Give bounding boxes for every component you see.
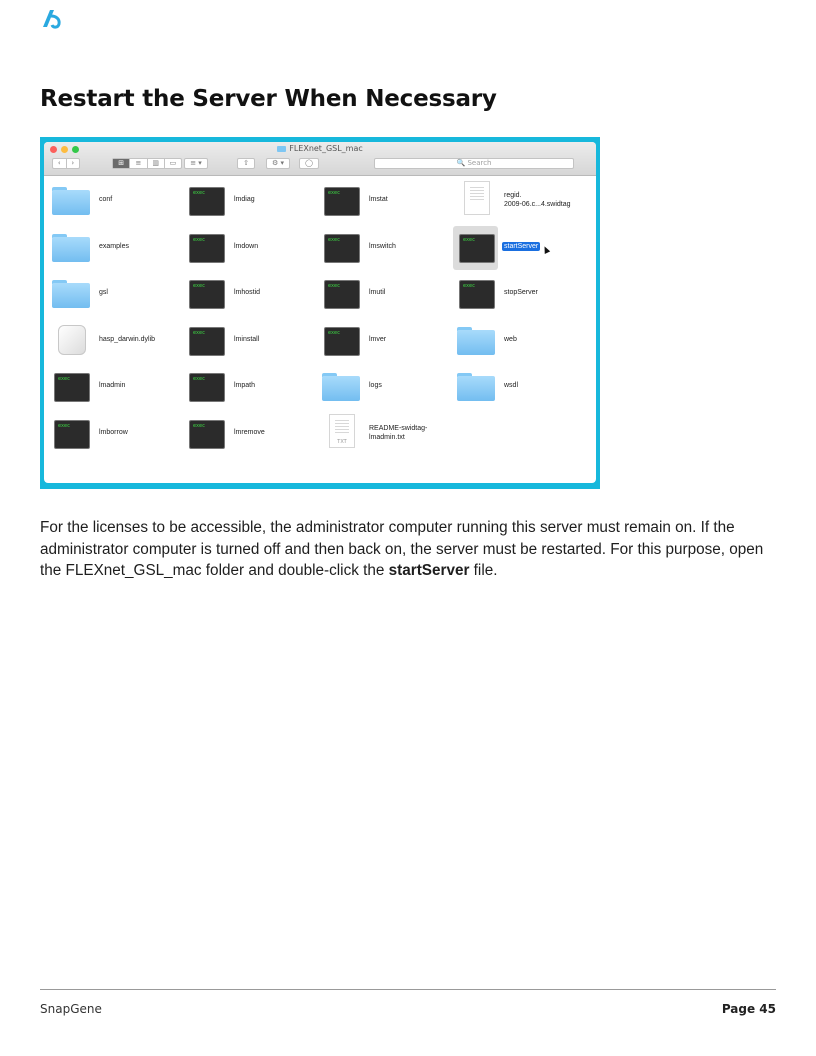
executable-icon xyxy=(187,183,225,217)
exec-label: exec xyxy=(463,283,476,289)
footer-page-number: Page 45 xyxy=(721,1002,776,1016)
action-button[interactable]: ⚙ ▾ xyxy=(266,158,290,169)
file-name: gsl xyxy=(99,289,108,296)
tag-button[interactable]: ◯ xyxy=(299,158,319,169)
executable-icon xyxy=(322,183,360,217)
file-item[interactable] xyxy=(183,225,318,272)
executable-icon xyxy=(187,369,225,403)
file-item[interactable] xyxy=(48,318,183,365)
text-file-icon xyxy=(322,416,360,450)
finder-window xyxy=(44,142,596,483)
file-name: lmpath xyxy=(234,382,256,389)
exec-label: exec xyxy=(58,376,71,382)
executable-icon xyxy=(457,230,495,264)
file-name: lmdiag xyxy=(234,196,255,203)
file-name: examples xyxy=(99,242,129,250)
exec-label: exec xyxy=(328,329,341,336)
body-bold-filename: startServer xyxy=(388,562,470,579)
body-paragraph xyxy=(40,517,780,582)
file-name: web xyxy=(504,335,517,343)
file-name: logs xyxy=(369,382,382,389)
file-item[interactable] xyxy=(48,178,183,225)
file-item[interactable] xyxy=(183,411,318,458)
file-item[interactable] xyxy=(183,318,318,365)
file-name: lmutil xyxy=(369,289,386,296)
library-icon xyxy=(52,323,90,357)
executable-icon xyxy=(187,230,225,264)
list-view-button[interactable]: ≡ xyxy=(129,159,146,168)
file-item[interactable] xyxy=(318,271,453,318)
file-name: README-swidtag- lmadmin.txt xyxy=(369,424,428,441)
exec-label: exec xyxy=(193,236,206,243)
folder-icon xyxy=(52,183,90,217)
file-name: startServer xyxy=(504,242,539,250)
executable-icon xyxy=(457,276,495,310)
body-text-after: file. xyxy=(469,562,498,579)
exec-label: exec xyxy=(328,283,341,289)
file-item[interactable] xyxy=(183,271,318,318)
file-name: lminstall xyxy=(234,335,260,343)
snapgene-logo-icon xyxy=(40,7,64,31)
search-input[interactable]: 🔍 Search xyxy=(374,158,574,169)
footer-product: SnapGene xyxy=(40,1002,102,1016)
exec-label: exec xyxy=(58,422,71,429)
arrange-button[interactable]: ≡ ▾ xyxy=(184,158,208,169)
executable-icon xyxy=(52,369,90,403)
executable-icon xyxy=(322,276,360,310)
executable-icon xyxy=(52,416,90,450)
executable-icon xyxy=(187,416,225,450)
folder-icon xyxy=(457,369,495,403)
folder-icon xyxy=(52,230,90,264)
file-item[interactable] xyxy=(453,225,588,272)
file-name: lmhostid xyxy=(234,289,261,296)
file-item[interactable] xyxy=(318,178,453,225)
mouse-cursor-icon xyxy=(542,245,550,254)
file-item[interactable] xyxy=(318,318,453,365)
exec-label: exec xyxy=(193,283,206,289)
page-title: Restart the Server When Necessary xyxy=(40,86,497,112)
file-name: hasp_darwin.dylib xyxy=(99,335,156,343)
nav-buttons xyxy=(52,158,80,169)
exec-label: exec xyxy=(193,376,206,382)
body-text-before: For the licenses to be accessible, the administrator computer running this server must remain on. If the administrator computer is turned off and then back on, the server must be restarted. For this purpose, open the FLEXnet_GSL_mac folder and double-click the xyxy=(40,519,764,579)
file-item[interactable] xyxy=(318,364,453,411)
exec-label: exec xyxy=(193,329,206,336)
file-item[interactable] xyxy=(453,318,588,365)
file-name: lmver xyxy=(369,335,387,343)
file-item[interactable] xyxy=(183,178,318,225)
file-name: lmremove xyxy=(234,428,265,436)
folder-icon xyxy=(52,276,90,310)
file-item[interactable] xyxy=(48,411,183,458)
executable-icon xyxy=(187,323,225,357)
file-item[interactable] xyxy=(453,178,588,225)
file-item[interactable] xyxy=(48,271,183,318)
file-item[interactable] xyxy=(453,271,588,318)
view-switcher xyxy=(112,158,182,169)
folder-icon xyxy=(277,146,286,152)
exec-label: exec xyxy=(463,236,476,243)
folder-icon xyxy=(322,369,360,403)
exec-label: exec xyxy=(193,422,206,429)
executable-icon xyxy=(322,230,360,264)
document-icon xyxy=(457,183,495,217)
coverflow-view-button[interactable]: ▭ xyxy=(164,159,181,168)
exec-label: exec xyxy=(193,190,206,196)
txt-label: TXT xyxy=(337,438,347,445)
folder-icon xyxy=(457,323,495,357)
file-name: lmborrow xyxy=(99,428,128,436)
share-button[interactable]: ⇧ xyxy=(237,158,255,169)
file-item[interactable] xyxy=(453,364,588,411)
column-view-button[interactable]: ▥ xyxy=(147,159,164,168)
file-name: lmdown xyxy=(234,242,259,250)
window-title-text: FLEXnet_GSL_mac xyxy=(289,144,363,153)
back-button[interactable]: ‹ xyxy=(57,159,61,167)
file-name: lmswitch xyxy=(369,242,396,250)
file-name: regid. 2009-06.c...4.swidtag xyxy=(504,192,571,208)
window-title xyxy=(44,144,596,153)
forward-button[interactable]: › xyxy=(66,159,80,168)
icon-view-button[interactable]: ⊞ xyxy=(113,159,129,168)
finder-titlebar xyxy=(44,142,596,176)
file-item[interactable] xyxy=(48,364,183,411)
footer-divider xyxy=(40,989,776,990)
file-grid xyxy=(48,178,592,479)
executable-icon xyxy=(187,276,225,310)
file-name: lmadmin xyxy=(99,382,126,389)
executable-icon xyxy=(322,323,360,357)
file-name: stopServer xyxy=(504,289,538,296)
file-item[interactable] xyxy=(318,225,453,272)
finder-screenshot xyxy=(40,137,600,489)
file-item[interactable] xyxy=(318,411,453,458)
file-name: lmstat xyxy=(369,196,388,203)
file-name: conf xyxy=(99,196,113,203)
exec-label: exec xyxy=(328,236,341,243)
file-item[interactable] xyxy=(183,364,318,411)
file-name: wsdl xyxy=(504,382,519,389)
file-item[interactable] xyxy=(48,225,183,272)
exec-label: exec xyxy=(328,190,341,196)
